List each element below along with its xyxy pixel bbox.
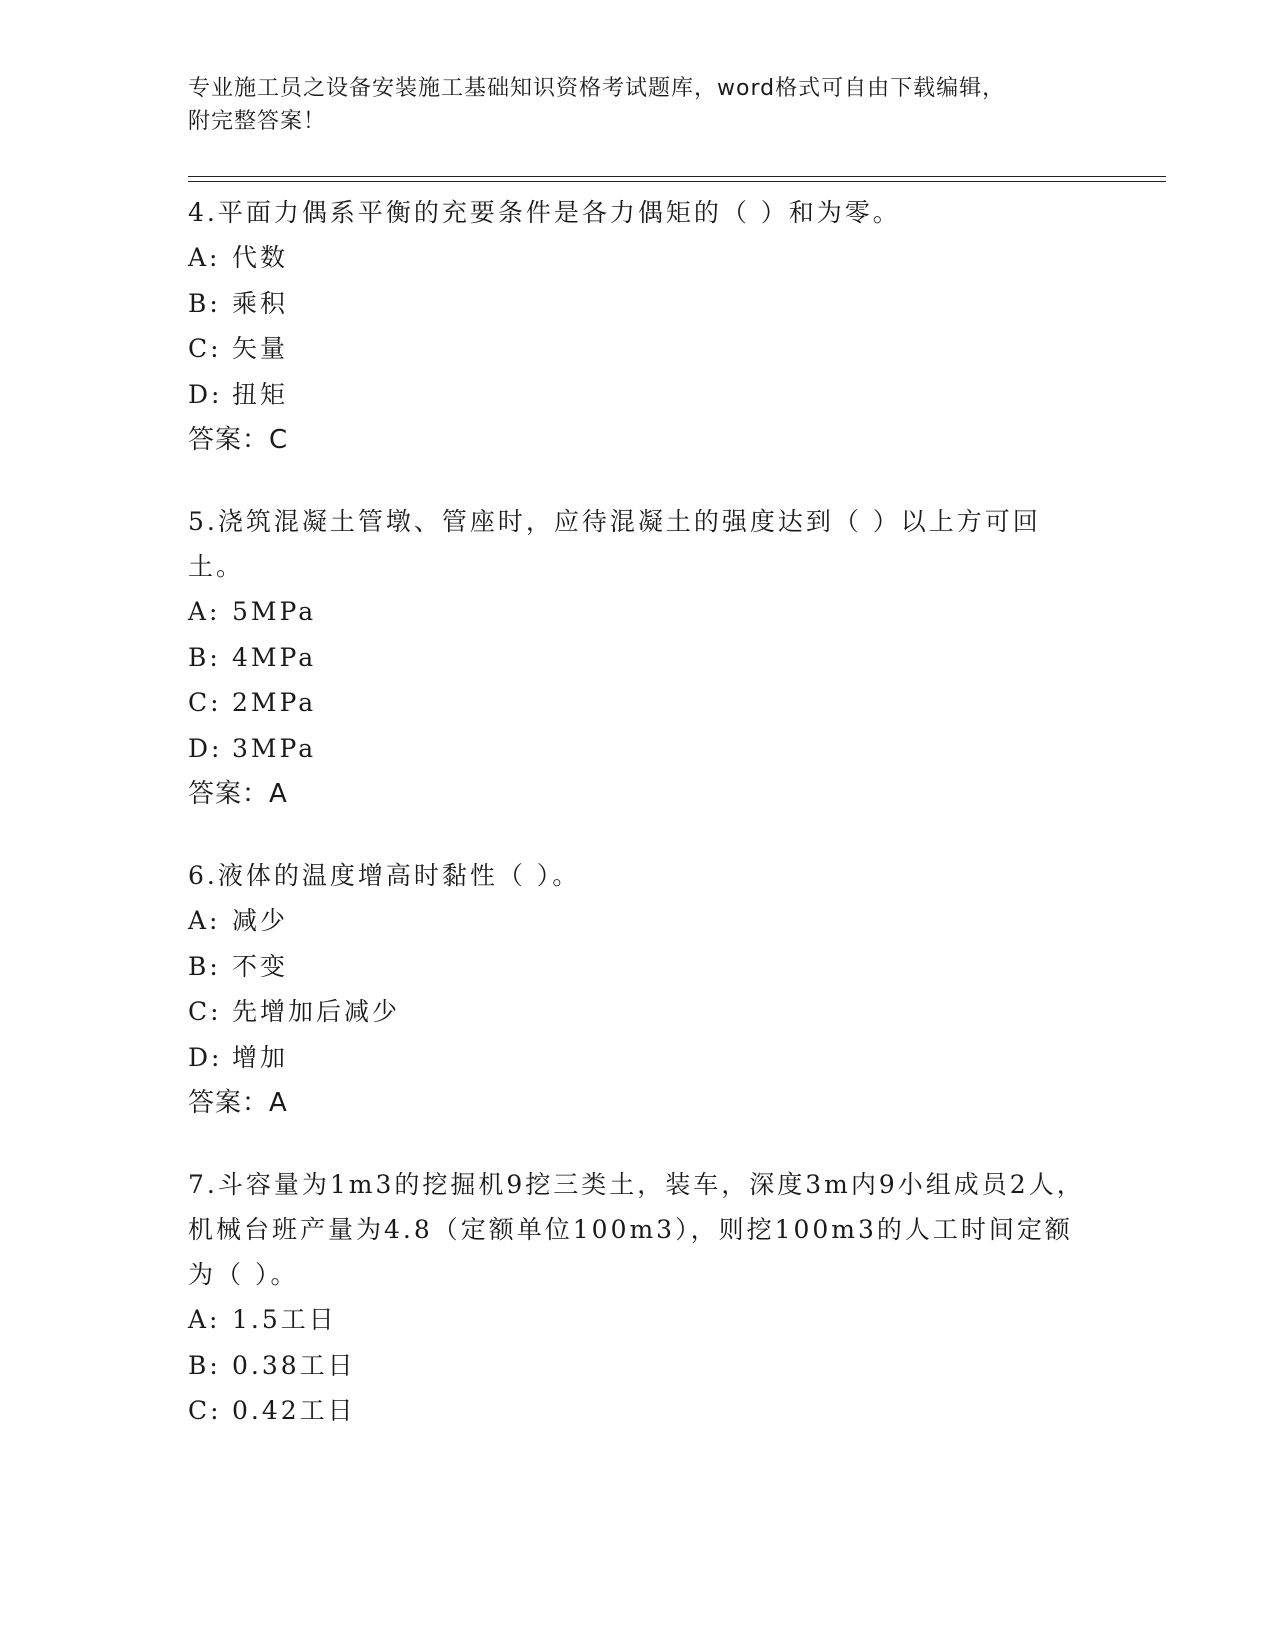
- option-key: D:: [188, 733, 223, 763]
- question-4: [188, 190, 1088, 463]
- option-b: [188, 1343, 1088, 1389]
- option-key: C:: [188, 997, 222, 1026]
- document-header: [188, 72, 1088, 138]
- header-line-2: 附完整答案！: [188, 109, 327, 134]
- option-text: 0.42工日: [232, 1396, 356, 1425]
- option-text: 2MPa: [232, 688, 317, 717]
- option-text: 5MPa: [232, 597, 317, 626]
- header-divider-top: [188, 176, 1166, 177]
- option-text: 代数: [232, 243, 289, 272]
- option-text: 乘积: [232, 288, 289, 318]
- option-key: C:: [188, 688, 222, 717]
- question-stem: 5.浇筑混凝土管墩、管座时，应待混凝土的强度达到（ ）以上方可回土。: [188, 507, 1041, 581]
- option-c: [188, 1388, 1088, 1434]
- option-key: B:: [188, 642, 221, 672]
- option-key: C:: [188, 1396, 222, 1425]
- option-a: [188, 1297, 1088, 1343]
- option-b: [188, 635, 1088, 681]
- header-divider-bottom: [188, 181, 1166, 182]
- option-key: D:: [188, 1042, 223, 1072]
- option-key: C:: [188, 334, 222, 363]
- option-d: [188, 726, 1088, 772]
- option-a: [188, 589, 1088, 635]
- option-key: A:: [188, 1305, 221, 1334]
- option-text: 4MPa: [232, 642, 317, 672]
- answer-line: 答案：A: [188, 779, 288, 809]
- option-text: 先增加后减少: [232, 997, 401, 1026]
- option-text: 1.5工日: [232, 1305, 337, 1334]
- option-key: A:: [188, 906, 221, 935]
- option-b: [188, 281, 1088, 327]
- option-text: 增加: [232, 1042, 289, 1072]
- header-line-1: 专业施工员之设备安装施工基础知识资格考试题库，word格式可自由下载编辑，: [188, 76, 1006, 101]
- option-text: 矢量: [232, 334, 289, 363]
- option-c: [188, 326, 1088, 372]
- option-key: B:: [188, 1350, 221, 1380]
- option-key: A:: [188, 243, 221, 272]
- question-7: [188, 1162, 1088, 1434]
- option-key: B:: [188, 951, 221, 981]
- option-text: 不变: [232, 951, 289, 981]
- option-text: 3MPa: [232, 733, 317, 763]
- option-key: D:: [188, 379, 223, 409]
- question-6: [188, 853, 1088, 1126]
- question-stem: 4.平面力偶系平衡的充要条件是各力偶矩的（ ）和为零。: [188, 198, 901, 227]
- option-text: 0.38工日: [232, 1350, 356, 1380]
- option-b: [188, 944, 1088, 990]
- option-key: B:: [188, 288, 221, 318]
- answer-line: 答案：C: [188, 425, 289, 455]
- option-text: 扭矩: [232, 379, 289, 409]
- option-key: A:: [188, 597, 221, 626]
- option-c: [188, 680, 1088, 726]
- option-a: [188, 898, 1088, 944]
- question-list: [188, 190, 1088, 1470]
- option-c: [188, 989, 1088, 1035]
- question-stem: 6.液体的温度增高时黏性（ ）。: [188, 861, 581, 890]
- option-text: 减少: [232, 906, 289, 935]
- question-5: [188, 499, 1088, 817]
- question-stem: 7.斗容量为1m3的挖掘机9挖三类土，装车，深度3m内9小组成员2人，机械台班产量为4.8（定额单位100m3），则挖100m3的人工时间定额为（ ）。: [188, 1170, 1085, 1289]
- option-a: [188, 235, 1088, 281]
- option-d: [188, 1035, 1088, 1081]
- answer-line: 答案：A: [188, 1088, 288, 1118]
- option-d: [188, 372, 1088, 418]
